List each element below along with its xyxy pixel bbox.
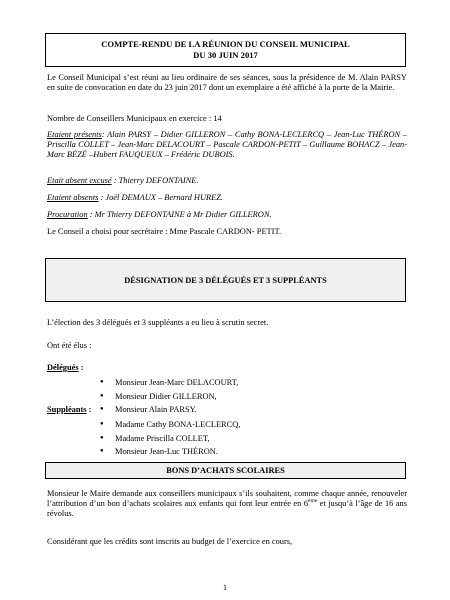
proxy-label: Procuration [47,210,88,219]
substitutes-list [100,418,400,459]
section-heading-school-vouchers [45,462,406,479]
excused-label: Etait absent excusé [47,176,112,185]
page-number: 1 [223,583,227,592]
list-item: ● Monsieur Jean-Marc DELACOURT, [100,376,400,390]
elected-text: Ont été élus : [47,341,92,350]
delegates-label: Délégués [47,363,79,372]
document-title-box [45,33,406,67]
list-item: ● Madame Cathy BONA-LECLERCQ, [100,418,400,432]
secretary-line: Le Conseil a choisi pour secrétaire : Mme Pascale CARDON- PETIT. [47,227,282,236]
list-item: ● Madame Priscilla COLLET, [100,432,400,446]
absent-members [47,193,407,203]
document-title: COMPTE-RENDU DE LA RÉUNION DU CONSEIL MUNICIPAL [101,39,350,49]
present-names: : Alain PARSY – Didier GILLERON – Cathy BONA-LECLERCQ – Jean-Luc THÉRON – Priscilla COLLET – Jean-Marc DELACOURT – Pascale CARDON-PETIT – Guillaume BOHACZ – Jean-Marc BÉZÉ –Hubert FAUQUEUX – Frédéric DUBOIS. [47,130,407,160]
list-item: ● Monsieur Jean-Luc THÉRON. [100,445,400,459]
absent-names: : Joël DEMAUX – Bernard HUREZ. [98,193,224,202]
excused-names: : Thierry DEFONTAINE. [111,176,199,185]
document-date: DU 30 JUIN 2017 [193,50,258,60]
substitutes-label: Suppléants [47,405,87,414]
section-heading-delegates-text: DÉSIGNATION DE 3 DÉLÉGUÉS ET 3 SUPPLÉANTS [124,275,327,285]
considering-text: Considérant que les crédits sont inscrits au budget de l’exercice en cours, [47,537,293,546]
school-vouchers-text-part1: Monsieur le Maire demande aux conseillers municipaux s’ils souhaitent, comme chaque année, renouveler l’attribution d’un bon d’achats scolaires aux enfants qui font leur entrée en 6 [47,489,407,509]
absent-label: Etaient absents [47,193,99,202]
substitutes-heading [47,405,407,415]
proxy-text: : Mr Thierry DEFONTAINE à Mr Didier GILLERON. [87,210,272,219]
school-vouchers-text-part2: et jusqu’à l’âge de 16 ans révolus. [47,499,407,519]
present-label: Etaient présents [47,130,102,139]
councillor-count: Nombre de Conseillers Municipaux en exercice : 14 [47,114,222,123]
present-members [47,130,407,161]
substitutes-suffix: : [86,405,92,414]
school-vouchers-superscript: ème [308,498,318,505]
section-heading-delegates [45,258,406,302]
school-vouchers-paragraph [47,489,407,520]
list-item: ● Monsieur Alain PARSY. [100,403,400,417]
proxy-line [47,210,407,220]
list-item: ● Monsieur Didier GILLERON, [100,390,400,404]
section-heading-school-vouchers-text: BONS D’ACHATS SCOLAIRES [166,466,285,475]
delegates-suffix: : [78,363,84,372]
intro-paragraph: Le Conseil Municipal s’est réuni au lieu ordinaire de ses séances, sous la présidence de M. Alain PARSY en suite de convocation en date du 23 juin 2017 dont un exemplaire a été affiché à la porte de la Mairie. [47,73,407,93]
excused-members [47,176,407,186]
delegates-heading [47,363,407,373]
election-text: L’élection des 3 délégués et 3 suppléants a eu lieu à scrutin secret. [47,318,269,327]
